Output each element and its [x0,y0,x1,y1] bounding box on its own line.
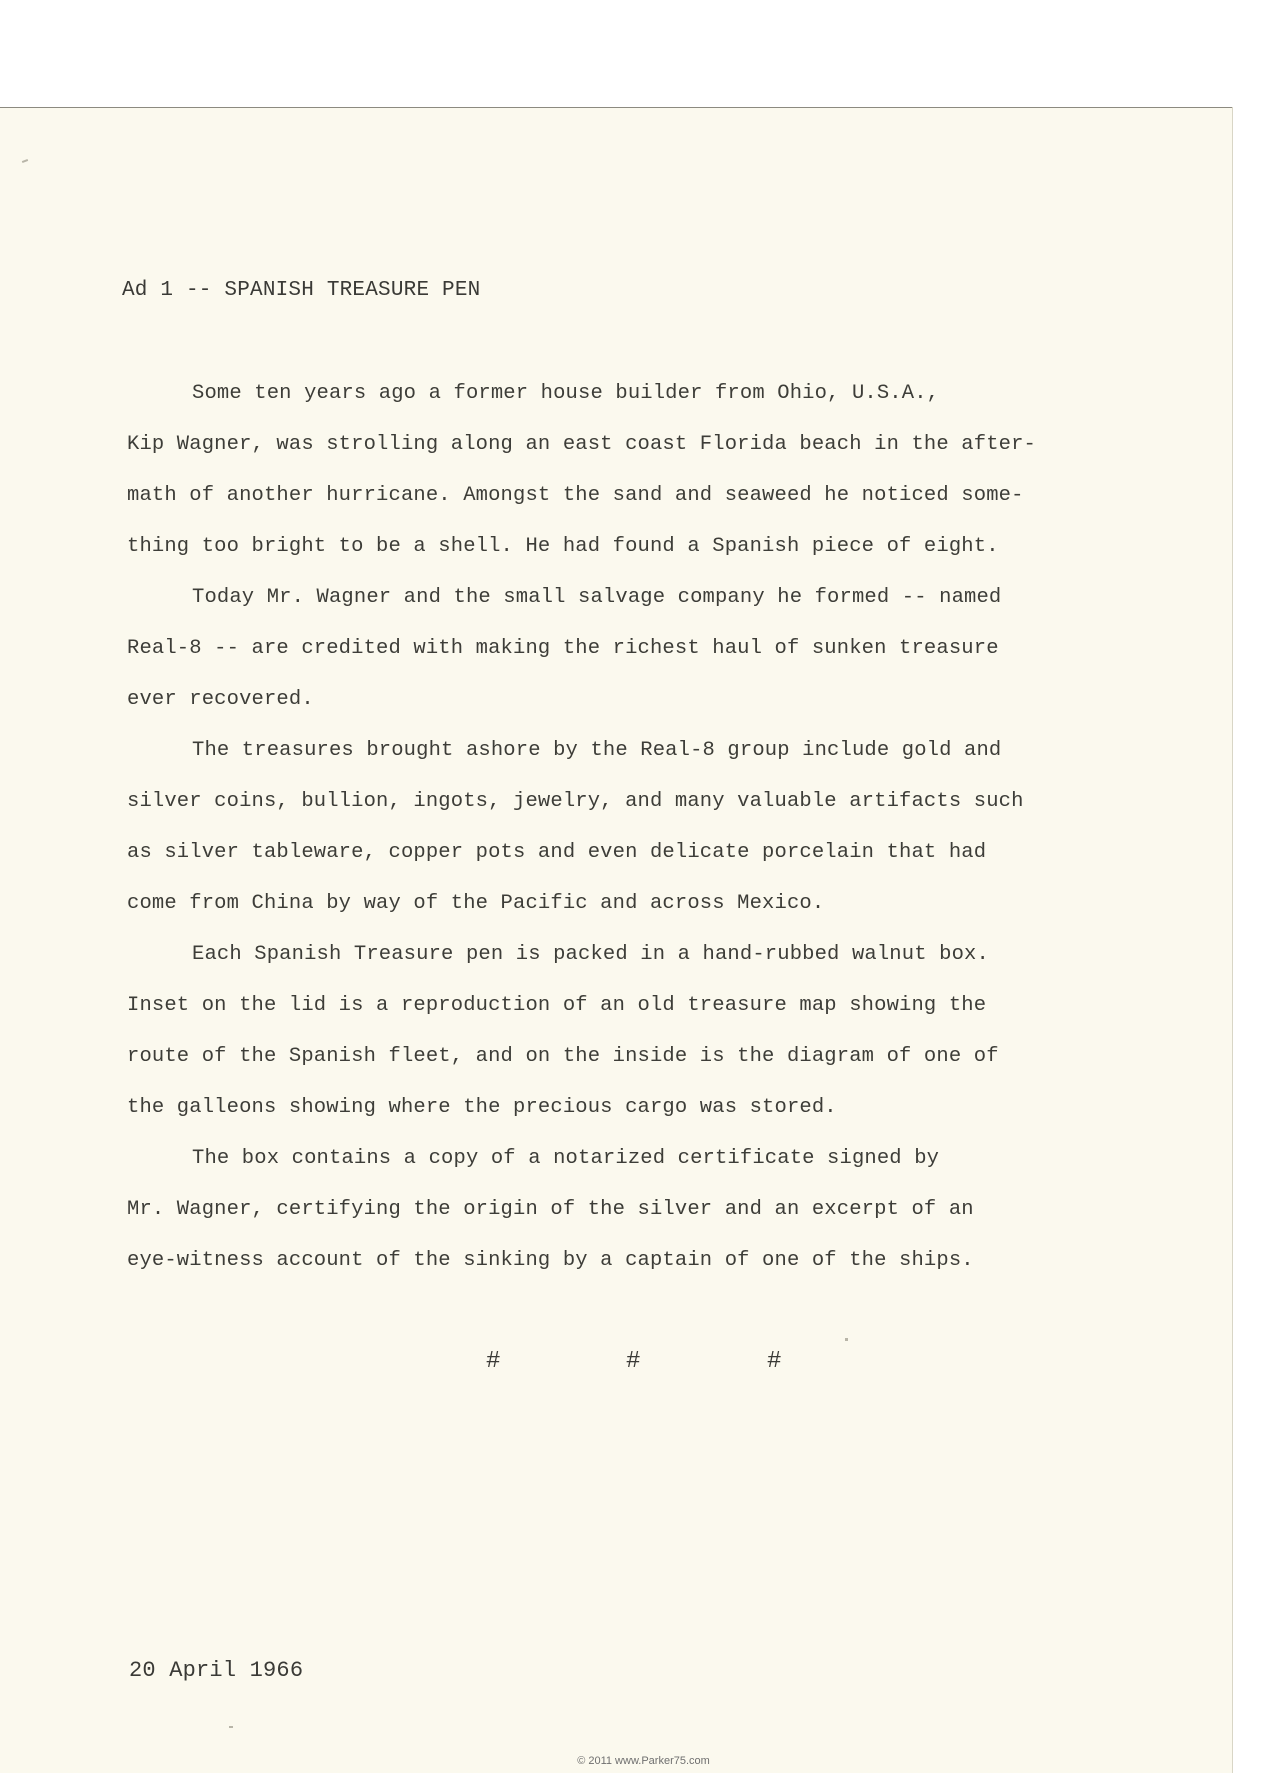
text-line: Mr. Wagner, certifying the origin of the silver and an excerpt of an [127,1198,974,1221]
paper-speck [845,1338,848,1341]
text-line: as silver tableware, copper pots and even delicate porcelain that had [127,841,987,864]
text-line: Inset on the lid is a reproduction of an old treasure map showing the [127,994,987,1017]
text-line: math of another hurricane. Amongst the sand and seaweed he noticed some- [127,484,1024,507]
text-line: Real-8 -- are credited with making the richest haul of sunken treasure [127,637,999,660]
text-line: route of the Spanish fleet, and on the inside is the diagram of one of [127,1045,999,1068]
text-line: Each Spanish Treasure pen is packed in a hand-rubbed walnut box. [192,943,989,966]
text-line: come from China by way of the Pacific and across Mexico. [127,892,825,915]
text-line: thing too bright to be a shell. He had found a Spanish piece of eight. [127,535,999,558]
document-page [0,107,1232,1773]
text-line: Some ten years ago a former house builder from Ohio, U.S.A., [192,382,940,405]
end-mark: # [626,1348,641,1375]
text-line: Kip Wagner, was strolling along an east coast Florida beach in the after- [127,433,1036,456]
text-line: silver coins, bullion, ingots, jewelry, and many valuable artifacts such [127,790,1024,813]
copyright-notice: © 2011 www.Parker75.com [577,1755,710,1767]
text-line: eye-witness account of the sinking by a captain of one of the ships. [127,1249,974,1272]
document-date: 20 April 1966 [129,1658,304,1683]
document-heading: Ad 1 -- SPANISH TREASURE PEN [122,279,481,302]
text-line: the galleons showing where the precious cargo was stored. [127,1096,837,1119]
text-line: ever recovered. [127,688,314,711]
paper-speck [229,1726,233,1728]
end-mark: # [767,1348,782,1375]
text-line: Today Mr. Wagner and the small salvage company he formed -- named [192,586,1002,609]
end-mark: # [486,1348,501,1375]
text-line: The box contains a copy of a notarized certificate signed by [192,1147,940,1170]
text-line: The treasures brought ashore by the Real-8 group include gold and [192,739,1002,762]
